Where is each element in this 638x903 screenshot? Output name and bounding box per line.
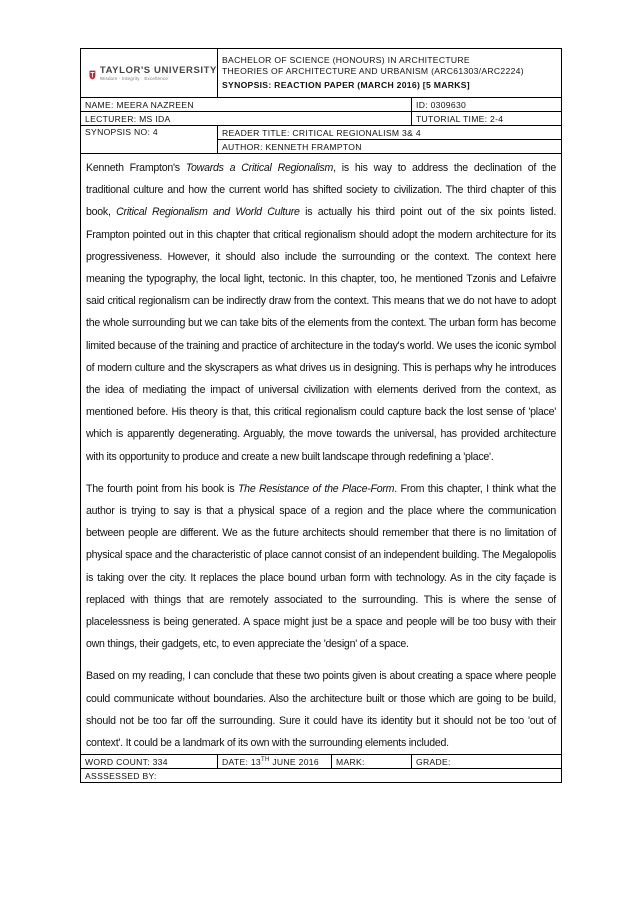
chapter-title-4: The Resistance of the Place-Form xyxy=(237,482,395,495)
course-header xyxy=(218,49,562,98)
lecturer-name: LECTURER: MS IDA xyxy=(81,112,412,126)
crest-icon xyxy=(89,65,96,85)
mark-field: MARK: xyxy=(332,755,412,769)
student-name: NAME: MEERA NAZREEN xyxy=(81,98,412,112)
programme-title: BACHELOR OF SCIENCE (HONOURS) IN ARCHITECTURE xyxy=(222,55,470,65)
reader-title: READER TITLE: CRITICAL REGIONALISM 3& 4 xyxy=(218,126,562,140)
footer-row xyxy=(81,755,562,769)
submission-date: DATE: 13TH JUNE 2016 xyxy=(218,755,332,769)
university-name: TAYLOR'S UNIVERSITY xyxy=(99,65,217,76)
lecturer-row xyxy=(81,112,562,126)
paragraph-2: The fourth point from his book is The Resistance of the Place-Form. From this chapter, I think what the author is trying to say is that a physical space of a region and the place where the communication between people are different. We as the future architects should remember that there is no limitation of physical space and the characteristic of place cannot consist of an independent building. The Megalopolis is taking over the city. It replaces the place bound urban form with technology. As in the city façade is replaced with things that are remotely associated to the surrounding. This is where the sense of placelessness is being generated. A space might just be a space and people will be too busy with their own things, their gadgets, etc, to even appreciate the 'design' of a space. xyxy=(86,482,557,651)
student-id: ID: 0309630 xyxy=(412,98,562,112)
module-title: THEORIES OF ARCHITECTURE AND URBANISM (ARC61303/ARC2224) xyxy=(222,66,524,76)
reader-author: AUTHOR: KENNETH FRAMPTON xyxy=(218,140,562,154)
synopsis-row xyxy=(81,126,562,140)
synopsis-number: SYNOPSIS NO: 4 xyxy=(81,126,218,154)
logo-cell xyxy=(81,49,218,98)
body-row xyxy=(81,154,562,755)
synopsis-sheet xyxy=(80,48,561,783)
header-row xyxy=(81,49,562,98)
paragraph-3: Based on my reading, I can conclude that these two points given is about creating a space where people could communicate without boundaries. Also the architecture built or those which are going to be build, should not be too far off the surrounding. Sure it could have its identity but it should not be too 'out of context'. It could be a landmark of its own with the surrounding elements included. xyxy=(86,670,557,750)
assignment-title: SYNOPSIS: REACTION PAPER (MARCH 2016) [5 MARKS] xyxy=(222,80,470,90)
book-title: Towards a Critical Regionalism xyxy=(185,162,334,174)
tutorial-time: TUTORIAL TIME: 2-4 xyxy=(412,112,562,126)
name-row xyxy=(81,98,562,112)
paragraph-1: Kenneth Frampton's Towards a Critical Regionalism, is his way to address the declination of the traditional culture and how the current world has shifted society to civilization. The third chapter of this book, Critical Regionalism and World Culture is actually his third point out of the six points listed. Frampton pointed out in this chapter that critical regionalism should adopt the modern architecture for its progressiveness. However, it should also include the surrounding or the context. The context here meaning the typography, the local light, tectonic. In this chapter, too, he mentioned Tzonis and Lefaivre said critical regionalism can be indirectly draw from the context. This means that we do not have to adopt the whole surrounding but we can take bits of the elements from the context. The urban form has become limited because of the training and practice of architecture in the today's world. We uses the iconic symbol of modern culture and the skyscrapers as what drives us in designing. This is perhaps why he introduces the idea of mediating the impact of universal civilization with elements derived from the context, as mentioned before. His theory is that, this critical regionalism could capture back the lost sense of 'place' which is apparently degenerating. Arguably, the move towards the universal, has provided architecture with its opportunity to produce and create a new built landscape through redefining a 'place'. xyxy=(86,162,557,463)
assessed-by: ASSSESSED BY: xyxy=(81,769,562,783)
university-logo xyxy=(81,61,217,85)
grade-field: GRADE: xyxy=(412,755,562,769)
chapter-title-3: Critical Regionalism and World Culture xyxy=(116,206,300,219)
assessor-row xyxy=(81,769,562,783)
word-count: WORD COUNT: 334 xyxy=(81,755,218,769)
synopsis-table xyxy=(80,48,562,783)
reaction-text xyxy=(81,154,562,755)
university-tagline: Wisdom · Integrity · Excellence xyxy=(99,76,169,81)
